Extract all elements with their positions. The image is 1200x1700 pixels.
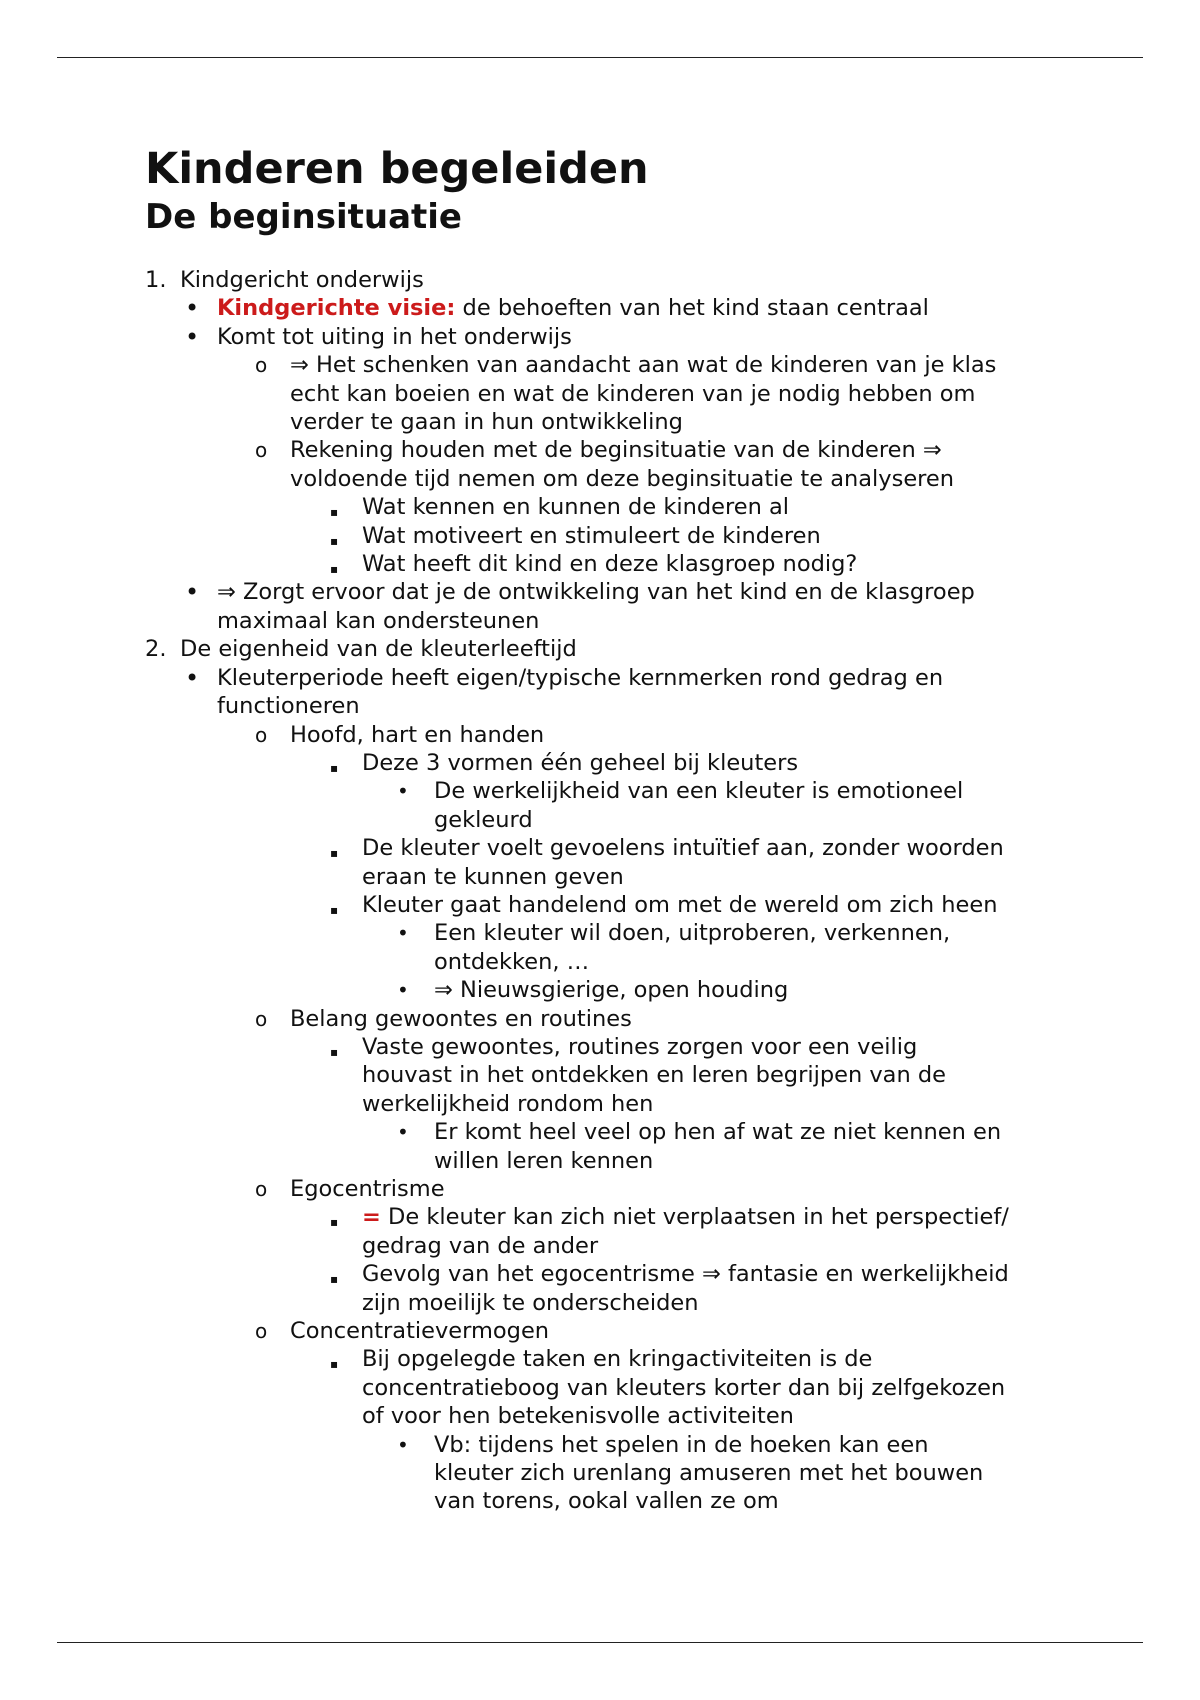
list-item-continuation: van torens, ookal vallen ze om [434,1488,779,1515]
square-marker: ▪ [330,902,339,917]
circle-marker: o [255,438,268,463]
list-item: • Kindgerichte visie: de behoeften van het kind staan centraal [185,294,929,323]
list-item: • Een kleuter wil doen, uitproberen, verkennen, [397,920,951,947]
list-item-continuation: gedrag van de ander [362,1232,599,1259]
list-item: • Er komt heel veel op hen af wat ze niet kennen en [397,1119,1002,1146]
list-item: ▪ Kleuter gaat handelend om met de wereld om zich heen [145,891,1085,919]
document-body [145,142,1085,1516]
list-item: • ⇒ Nieuwsgierige, open houding [397,977,789,1004]
bullet-marker: • [185,322,200,351]
circle-marker: o [255,1006,268,1031]
list-item: ▪ Wat motiveert en stimuleert de kinderen [145,522,1085,550]
section-heading: 2. De eigenheid van de kleuterleeftijd [145,636,577,663]
square-marker: ▪ [330,505,339,520]
circle-marker: o [255,1319,268,1344]
document-subtitle: De beginsituatie [145,197,462,237]
list-item: ▪ Deze 3 vormen één geheel bij kleuters [145,749,1085,777]
list-item-continuation: zijn moeilijk te onderscheiden [362,1289,699,1316]
list-item: ▪ Gevolg van het egocentrisme ⇒ fantasie en werkelijkheid [145,1260,1085,1288]
list-number: 1. [145,267,167,293]
list-item: o Concentratievermogen [255,1318,550,1345]
list-item: ▪ Wat kennen en kunnen de kinderen al [145,493,1085,521]
list-item: • ⇒ Zorgt ervoor dat je de ontwikkeling van het kind en de klasgroep [185,578,975,607]
square-marker: ▪ [330,846,339,861]
list-item: • Kleuterperiode heeft eigen/typische kernmerken rond gedrag en [185,663,944,692]
bullet-marker: • [397,978,409,1003]
list-item: • De werkelijkheid van een kleuter is emotioneel [397,778,964,805]
list-item: o Hoofd, hart en handen [255,721,545,748]
list-item-continuation: werkelijkheid rondom hen [362,1090,654,1117]
highlighted-term: Kindgerichte visie: [217,295,456,322]
square-marker: ▪ [330,1272,339,1287]
circle-marker: o [255,722,268,747]
section-heading: 1. Kindgericht onderwijs [145,267,424,293]
square-marker: ▪ [330,1215,339,1230]
bullet-marker: • [185,294,200,323]
bullet-marker: • [397,921,409,946]
bullet-marker: • [185,578,200,607]
list-item-continuation: willen leren kennen [434,1147,654,1174]
list-item: ▪ De kleuter voelt gevoelens intuïtief aan, zonder woorden [145,834,1085,862]
top-rule [57,57,1143,58]
square-marker: ▪ [330,760,339,775]
list-item-continuation: echt kan boeien en wat de kinderen van je nodig hebben om [290,380,976,407]
circle-marker: o [255,353,268,378]
equals-sign: = [362,1204,381,1231]
list-item: o ⇒ Het schenken van aandacht aan wat de kinderen van je klas [255,352,997,379]
circle-marker: o [255,1177,268,1201]
list-item: • Vb: tijdens het spelen in de hoeken kan een [397,1431,929,1458]
list-item-continuation: functioneren [217,693,360,720]
square-marker: ▪ [330,533,339,548]
list-item: o Egocentrisme [255,1176,445,1202]
list-item-continuation: gekleurd [434,806,533,833]
bottom-rule [57,1642,1143,1643]
list-item-continuation: maximaal kan ondersteunen [217,607,540,634]
list-item-continuation: kleuter zich urenlang amuseren met het bouwen [434,1460,984,1487]
list-item: ▪ Wat heeft dit kind en deze klasgroep nodig? [145,550,1085,578]
list-item-continuation: eraan te kunnen geven [362,863,624,890]
list-item-continuation: of voor hen betekenisvolle activiteiten [362,1403,794,1430]
list-item: ▪ = De kleuter kan zich niet verplaatsen in het perspectief/ [145,1203,1085,1231]
list-item: ▪ Bij opgelegde taken en kringactiviteiten is de [145,1345,1085,1373]
list-number: 2. [145,636,167,663]
list-item: • Komt tot uiting in het onderwijs [185,322,572,351]
list-item: ▪ Vaste gewoontes, routines zorgen voor een veilig [145,1033,1085,1061]
bullet-marker: • [185,663,200,692]
bullet-marker: • [397,1432,409,1457]
list-item-continuation: ontdekken, … [434,948,590,975]
list-item-continuation: concentratieboog van kleuters korter dan bij zelfgekozen [362,1374,1006,1401]
list-item-continuation: voldoende tijd nemen om deze beginsituatie te analyseren [290,465,955,492]
outline [145,266,1085,1516]
list-item-continuation: verder te gaan in hun ontwikkeling [290,409,683,436]
list-item-continuation: houvast in het ontdekken en leren begrijpen van de [362,1062,947,1089]
bullet-marker: • [397,779,409,804]
list-item: o Belang gewoontes en routines [255,1005,632,1032]
bullet-marker: • [397,1120,409,1145]
square-marker: ▪ [330,1044,339,1059]
document-title: Kinderen begeleiden [145,144,649,194]
square-marker: ▪ [330,562,339,577]
list-item: o Rekening houden met de beginsituatie van de kinderen ⇒ [255,437,942,464]
square-marker: ▪ [330,1357,339,1372]
